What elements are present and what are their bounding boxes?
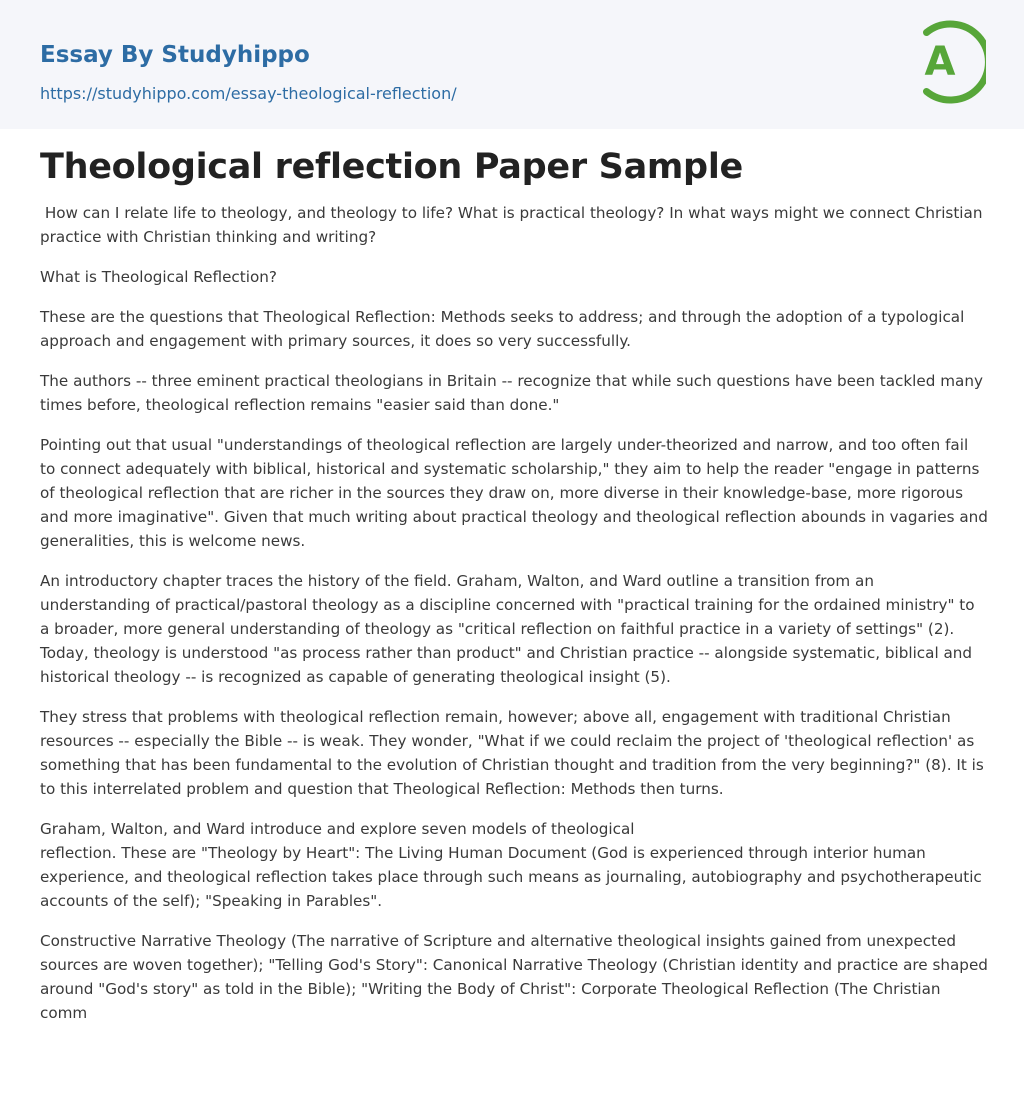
- article-paragraph: Constructive Narrative Theology (The narrative of Scripture and alternative theological insights gained from unexpected sources are woven together); "Telling God's Story": Canonical Narrative Theology (Christian identity and practice are shaped around "God's story" as told in the Bible); "Writing the Body of Christ": Corporate Theological Reflection (The Christian comm: [40, 932, 988, 1022]
- article-paragraph: What is Theological Reflection?: [40, 268, 277, 286]
- article-paragraph: How can I relate life to theology, and theology to life? What is practical theology? In what ways might we connect Christian practice with Christian thinking and writing?: [40, 204, 983, 246]
- article-paragraph: Graham, Walton, and Ward introduce and explore seven models of theological reflection. These are "Theology by Heart": The Living Human Document (God is experienced through interior human experience, and theological reflection takes place through such means as journaling, autobiography and psychotherapeutic accounts of the self); "Speaking in Parables".: [40, 820, 982, 910]
- site-header: [0, 0, 1024, 129]
- article-paragraph: They stress that problems with theological reflection remain, however; above all, engagement with traditional Christian resources -- especially the Bible -- is weak. They wonder, "What if we could reclaim the project of 'theological reflection' as something that has been fundamental to the evolution of Christian thought and tradition from the very beginning?" (8). It is to this interrelated problem and question that Theological Reflection: Methods then turns.: [40, 708, 984, 798]
- article-paragraph: Pointing out that usual "understandings of theological reflection are largely under-theorized and narrow, and too often fail to connect adequately with biblical, historical and systematic scholarship," they aim to help the reader "engage in patterns of theological reflection that are richer in the sources they draw on, more diverse in their knowledge-base, more rigorous and more imaginative". Given that much writing about practical theology and theological reflection abounds in vagaries and generalities, this is welcome news.: [40, 436, 988, 550]
- article-body: [40, 201, 988, 1025]
- article-paragraph: These are the questions that Theological Reflection: Methods seeks to address; and through the adoption of a typological approach and engagement with primary sources, it does so very successfully.: [40, 308, 965, 350]
- site-brand[interactable]: Essay By Studyhippo: [40, 42, 310, 68]
- essay-url-link[interactable]: https://studyhippo.com/essay-theological-reflection/: [40, 84, 457, 103]
- logo-letter: A: [924, 39, 956, 85]
- article-paragraph: An introductory chapter traces the history of the field. Graham, Walton, and Ward outline a transition from an understanding of practical/pastoral theology as a discipline concerned with "practical training for the ordained ministry" to a broader, more general understanding of theology as "critical reflection on faithful practice in a variety of settings" (2). Today, theology is understood "as process rather than product" and Christian practice -- alongside systematic, biblical and historical theology -- is recognized as capable of generating theological insight (5).: [40, 572, 975, 686]
- article: [40, 143, 988, 1041]
- article-paragraph: The authors -- three eminent practical theologians in Britain -- recognize that while such questions have been tackled many times before, theological reflection remains "easier said than done.": [40, 372, 983, 414]
- logo[interactable]: [912, 19, 986, 105]
- page-title: Theological reflection Paper Sample: [40, 147, 743, 187]
